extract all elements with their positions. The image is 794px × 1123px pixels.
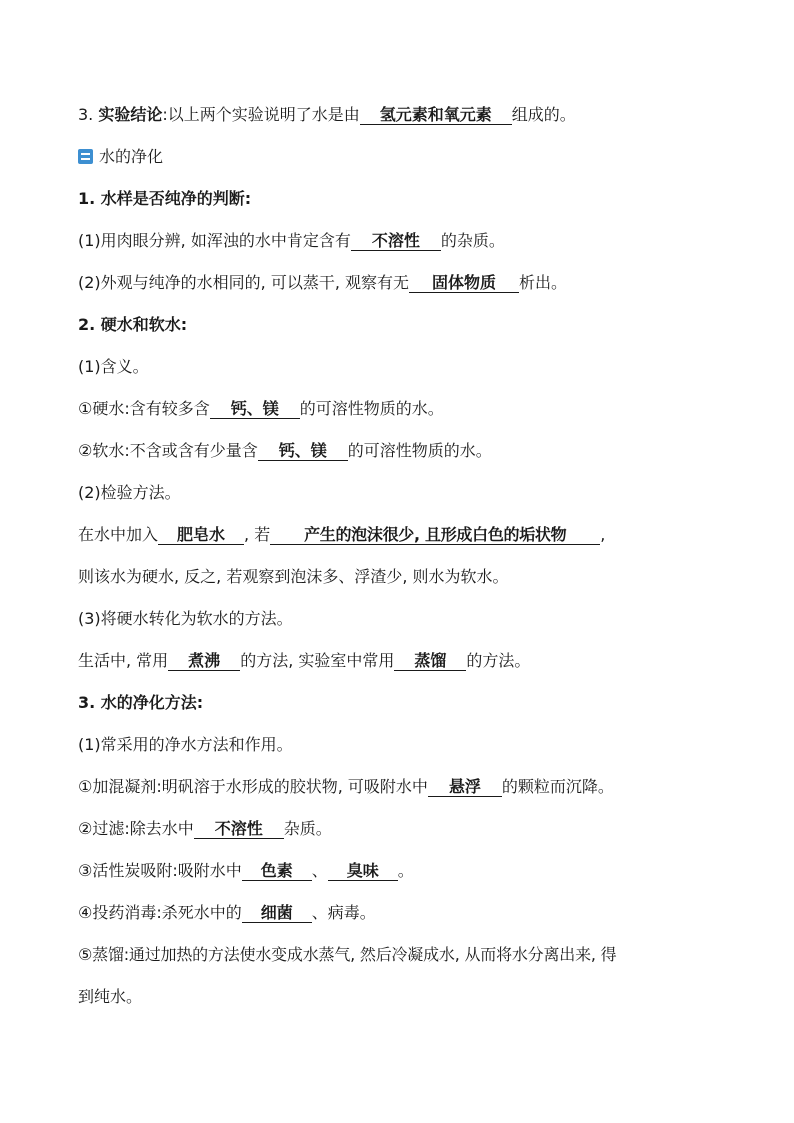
section-list-icon — [78, 149, 93, 164]
answer-blank: 蒸馏 — [394, 651, 466, 671]
subheading: 2. 硬水和软水: — [78, 315, 188, 334]
line-text: 的可溶性物质的水。 — [347, 441, 492, 460]
answer-blank: 肥皂水 — [158, 525, 244, 545]
line-text: 的方法。 — [466, 651, 531, 670]
text-line: (3)将硬水转化为软水的方法。 — [78, 609, 293, 628]
text-line — [78, 230, 728, 252]
conclusion-label: 实验结论 — [98, 105, 163, 124]
text-line: (1)含义。 — [78, 357, 149, 376]
answer-blank: 细菌 — [242, 903, 312, 923]
text-line — [78, 776, 728, 798]
text-line — [78, 818, 728, 840]
section-title: 水的净化 — [99, 147, 164, 166]
text-line — [78, 272, 728, 294]
conclusion-line — [78, 104, 728, 126]
line-text: :以上两个实验说明了水是由 — [162, 105, 360, 124]
answer-blank: 产生的泡沫很少, 且形成白色的垢状物 — [270, 525, 600, 545]
answer-blank: 固体物质 — [409, 273, 519, 293]
line-text: 。 — [397, 861, 414, 880]
line-text: 析出。 — [519, 273, 568, 292]
text-line — [78, 524, 728, 546]
answer-blank: 钙、镁 — [210, 399, 300, 419]
answer-blank: 色素 — [242, 861, 312, 881]
line-text: , — [600, 525, 606, 544]
subheading: 1. 水样是否纯净的判断: — [78, 189, 252, 208]
answer-blank: 钙、镁 — [258, 441, 348, 461]
text-line: (2)检验方法。 — [78, 483, 181, 502]
line-text: 的杂质。 — [440, 231, 505, 250]
text-line — [78, 860, 728, 882]
line-text: 的方法, 实验室中常用 — [240, 651, 395, 670]
line-text: ②软水:不含或含有少量含 — [78, 441, 258, 460]
item-number: 3. — [78, 105, 99, 124]
line-text: 的颗粒而沉降。 — [501, 777, 614, 796]
line-text: , 若 — [244, 525, 271, 544]
text-line: 到纯水。 — [78, 987, 143, 1006]
line-text: ②过滤:除去水中 — [78, 819, 194, 838]
line-text: ①硬水:含有较多含 — [78, 399, 210, 418]
answer-blank: 煮沸 — [168, 651, 240, 671]
text-line — [78, 398, 728, 420]
answer-blank: 不溶性 — [351, 231, 441, 251]
line-text: (1)用肉眼分辨, 如浑浊的水中肯定含有 — [78, 231, 351, 250]
text-line — [78, 902, 728, 924]
line-text: 在水中加入 — [78, 525, 159, 544]
answer-blank: 氢元素和氧元素 — [360, 105, 512, 125]
line-text: 组成的。 — [511, 105, 576, 124]
line-text: 的可溶性物质的水。 — [299, 399, 444, 418]
line-text: 、病毒。 — [311, 903, 376, 922]
line-text: 、 — [311, 861, 328, 880]
line-text: 生活中, 常用 — [78, 651, 169, 670]
answer-blank: 不溶性 — [194, 819, 284, 839]
section-heading — [78, 146, 728, 168]
line-text: (2)外观与纯净的水相同的, 可以蒸干, 观察有无 — [78, 273, 410, 292]
text-line: 则该水为硬水, 反之, 若观察到泡沫多、浮渣少, 则水为软水。 — [78, 567, 509, 586]
line-text: 杂质。 — [283, 819, 332, 838]
text-line: ⑤蒸馏:通过加热的方法使水变成水蒸气, 然后冷凝成水, 从而将水分离出来, 得 — [78, 945, 617, 964]
line-text: ③活性炭吸附:吸附水中 — [78, 861, 242, 880]
line-text: ④投药消毒:杀死水中的 — [78, 903, 242, 922]
text-line: (1)常采用的净水方法和作用。 — [78, 735, 293, 754]
answer-blank: 悬浮 — [428, 777, 502, 797]
answer-blank: 臭味 — [328, 861, 398, 881]
text-line — [78, 440, 728, 462]
line-text: ①加混凝剂:明矾溶于水形成的胶状物, 可吸附水中 — [78, 777, 428, 796]
text-line — [78, 650, 728, 672]
subheading: 3. 水的净化方法: — [78, 693, 204, 712]
